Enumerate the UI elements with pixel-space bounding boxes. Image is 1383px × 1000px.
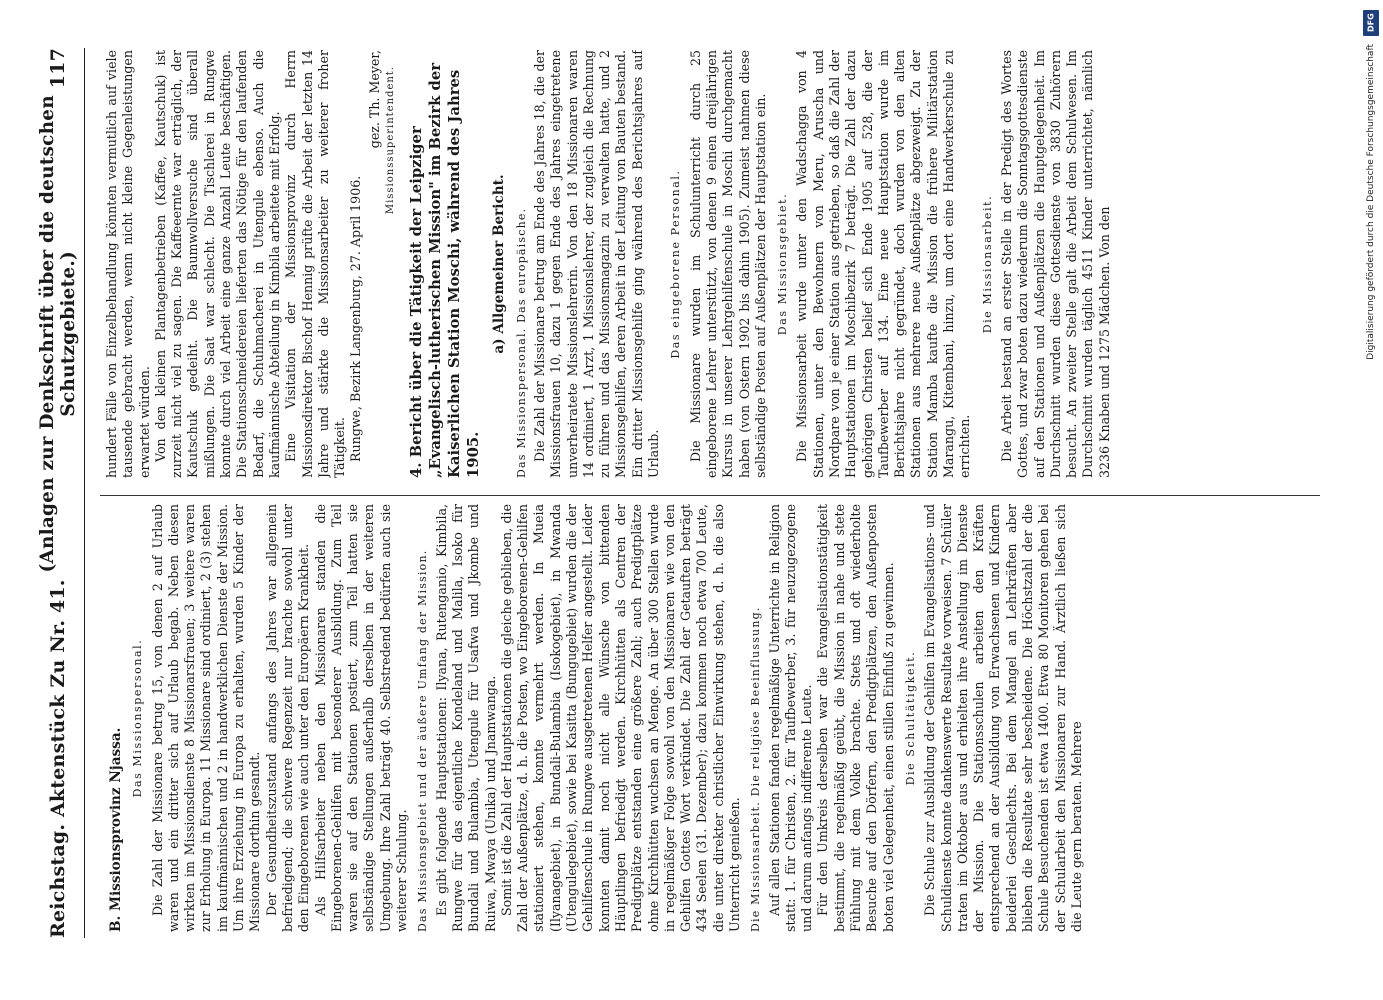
paragraph: Somit ist die Zahl der Hauptstationen die gleiche geblieben, die Zahl der Außenplätze, d. h. die Posten, wo Eingeborenen-Gehilfen stationiert stehen, konnte vermehrt werden. In Mueia (Ilyanagebiet), in Bundali-Bulambia (Isokogebiet), in Mwanda (Utengulegebiet), sowie bei Kasitta (Bungugebiet) wurden die der Gehilfenschule in Rungwe ausgetretenen Helfer angestellt. Leider konnten damit noch nicht alle Wünsche von bittenden Häuptlingen befriedigt werden. Kirchhütten als Centren der Predigtplätze entstanden eine größere Zahl; auch Predigtplätze ohne Kirchhütten wuchsen an Menge. An über 300 Stellen wurde in regelmäßiger Folge sowohl von den Missionaren wie von den Gehilfen Gottes Wort verkündet. Die Zahl der Getauften beträgt 434 Seelen (31. Dezember); dazu kommen noch etwa 700 Leute, die unter direkter christlicher Einwirkung stehen, d. h. die also Unterricht genießen. <box>498 504 742 932</box>
left-column <box>104 504 1334 932</box>
column-divider <box>100 495 1320 496</box>
signature: gez. Th. Meyer, <box>366 50 382 149</box>
subheading: Das Missionspersonal. <box>131 638 145 798</box>
subheading: Die Missionsarbeit. <box>980 194 994 334</box>
subheading: Das Missionsgebiet und der äußere Umfang der Mission. <box>416 549 430 932</box>
paragraph: Die Zahl der Missionare betrug 15, von denen 2 auf Urlaub waren und ein dritter sich auf Urlaub begab. Neben diesen wirkten im Missionsdienste 8 Missionarsfrauen; 3 weitere waren zur Erholung in Europa. 11 Missionare sind ordiniert, 2 (3) stehen im kaufmännischen und 2 in handwerklichen Dienste der Mission. Um ihre Erziehung in Europa zu erhalten, wurden 5 Kinder der Missionare dorthin gesandt. <box>149 504 263 932</box>
subheading: Das eingeborene Personal. <box>669 169 683 359</box>
place-date: Rungwe, Bezirk Langenburg, 27. April 1906. <box>348 175 364 462</box>
paragraph: Für den Umkreis derselben war die Evangelisationstätigkeit bestimmt, die regelmäßig geübt, die Mission in nahe und stete Fühlung mit dem Volke brachte. Stets und oft wiederholte Besuche auf den Dörfern, den Predigtplätzen, den Außenposten boten viel Gelegenheit, einen stillen Einfluß zu gewinnen. <box>815 504 896 932</box>
paragraph: Eine Visitation der Missionsprovinz durch Herrn Missionsdirektor Bischof Hennig prüfte die Arbeit der letzten 14 Jahre und stärkte die Missionsarbeiter zu weiterer froher Tätigkeit. <box>283 50 348 478</box>
paragraph: Die Arbeit bestand an erster Stelle in der Predigt des Wortes Gottes, und zwar boten dazu wiederum die Sonntagsgottesdienste auf den Stationen und Außenplätzen die Hauptgelegenheit. Im Durchschnitt wurden diese Gottesdienste von 3830 Zuhörern besucht. An zweiter Stelle galt die Arbeit dem Schulwesen. Im Durchschnitt wurden täglich 4511 Kinder unterrichtet, nämlich 3236 Knaben und 1275 Mädchen. Von den <box>998 50 1112 478</box>
subheading: Das Missionsgebiet. <box>776 192 790 336</box>
subheading: Das Missionspersonal. Das europäische. <box>514 207 528 478</box>
paragraph: Von den kleinen Plantagenbetrieben (Kaffee, Kautschuk) ist zurzeit nicht viel zu sagen. Die Kaffeeernte war erträglich, der Kautschuk gedeiht. Die Baumwollversuche sind überall mißlungen. Die Saat war schlecht. Die Tischlerei in Rungwe konnte durch viel Arbeit eine ganze Anzahl Leute beschäftigen. Die Stationsschneidereien lieferten das Nötige für den laufenden Bedarf, die Schuhmacherei in Utengule ebenso. Auch die kaufmännische Abteilung in Kimbila arbeitete mit Erfolg. <box>152 50 282 478</box>
page-header <box>38 48 78 938</box>
header-rule <box>84 48 85 938</box>
paragraph: Auf allen Stationen fanden regelmäßige Unterrichte in Religion statt: 1. für Christen, 2. für Taufbewerber, 3. für neuzugezogene und darum anfangs indifferente Leute. <box>766 504 815 932</box>
right-column <box>104 50 1334 478</box>
header-title: (Anlagen zur Denkschrift über die deutschen Schutzgebiete.) <box>37 95 79 573</box>
digitization-footer <box>1362 10 1380 990</box>
paragraph: Die Missionsarbeit wurde unter den Wadschagga von 4 Stationen, unter den Bewohnern von Meru, Aruscha und Nordpare von je einer Station aus getrieben, so daß die Zahl der Hauptstationen im Moschibezirk 7 beträgt. Die Zahl der dazu gehörigen Christen belief sich Ende 1905 auf 528, die der Taufbewerber auf 134. Eine neue Hauptstation wurde im Berichtsjahre nicht gegründet, doch wurden von den alten Stationen aus mehrere neue Außenplätze abgezweigt. Zu der Station Mamba kaufte die Mission die frühere Militärstation Marangu, Kitembani, hinzu, um dort eine Handwerkerschule zu errichten. <box>794 50 973 478</box>
paragraph: Die Schule zur Ausbildung der Gehilfen im Evangelisations- und Schuldienste konnte dankenswerte Resultate vorweisen. 7 Schüler traten im Oktober aus und erhielten ihre Anstellung im Dienste der Mission. Die Stationsschulen arbeiten den Kräften entsprechend an der Ausbildung von Erwachsenen und Kindern beiderlei Geschlechts. Bei dem Mangel an Lehrkräften aber blieben die Resultate sehr bescheidene. Die Höchstzahl der die Schule Besuchenden ist etwa 1400. Etwa 80 Monitoren gehen bei der Schularbeit den Missionaren zur Hand. Ärztlich ließen sich die Leute gern beraten. Mehrere <box>922 504 1084 932</box>
paragraph: hundert Fälle von Einzelbehandlung könnten vermutlich auf viele tausende gebracht werden, wenn nicht kleine Gegenleistungen erwartet würden. <box>104 50 152 478</box>
subheading: Die Schultätigkeit. <box>903 650 917 786</box>
paragraph: Die Zahl der Missionare betrug am Ende des Jahres 18, die der Missionsfrauen 10, dazu 1 gegen Ende des Jahres eingetretene unverheiratete Missionslehrerin. Von den 18 Missionaren waren 14 ordiniert, 1 Arzt, 1 Missionslehrer, der zugleich die Rechnung zu führen und das Missionsmagazin zu verwalten hatte, und 2 Missionsgehilfen, deren Arbeit in der Leitung von Bauten bestand. Ein dritter Missionsgehilfe ging während des Berichtsjahres auf Urlaub. <box>531 50 662 478</box>
paragraph: Es gibt folgende Hauptstationen: Ilyana, Rutenganio, Kimbila, Rungwe für das eigentliche Kondeland und Malila, Isoko für Bundali und Bulambia, Utengule für Usafwa und Jkombe und Ruiwa, Mwaya (Unika) und Jnamwanga. <box>433 504 498 932</box>
subheading: Die Missionsarbeit. Die religiöse Beeinflussung. <box>749 606 763 932</box>
dfg-logo-icon: DFG <box>1363 10 1379 36</box>
report-title: 4. Bericht über die Tätigkeit der Leipziger „Evangelisch-lutherischen Mission" im Bezirk der Kaiserlichen Station Moschi, während des Jahres 1905. <box>408 62 483 478</box>
header-left: Reichstag. Aktenstück Zu Nr. 41. <box>47 579 69 938</box>
section-title: a) Allgemeiner Bericht. <box>491 174 508 354</box>
paragraph: Als Hilfsarbeiter neben den Missionaren standen die Eingeborenen-Gehilfen mit besonderer Ausbildung. Zum Teil waren sie auf den Stationen postiert, zum Teil hatten sie selbständige Stellungen außerhalb derselben in der weiteren Umgebung. Ihre Zahl beträgt 40. Selbstredend bedürfen auch sie weiterer Schulung. <box>312 504 410 932</box>
paragraph: Die Missionare wurden im Schulunterricht durch 25 eingeborene Lehrer unterstützt, von denen 9 einen dreijährigen Kursus in unserer Lehrgehilfenschule in Moschi durchgemacht haben (von Ostern 1902 bis dahin 1905). Zumeist nahmen diese selbständige Posten auf Außenplätzen der Hauptstation ein. <box>687 50 768 478</box>
footer-text: Digitalisierung gefördert durch die Deutsche Forschungsgemeinschaft <box>1366 44 1376 360</box>
page-number: 117 <box>47 48 69 89</box>
section-title: B. Missionsprovinz Njassa. <box>108 727 124 932</box>
paragraph: Der Gesundheitszustand anfangs des Jahres war allgemein befriedigend; die schwere Regenzeit nur brachte sowohl unter den Eingeborenen wie auch unter den Europäern Krankheit. <box>263 504 312 932</box>
signature-title: Missionssuperintendent. <box>385 66 397 215</box>
